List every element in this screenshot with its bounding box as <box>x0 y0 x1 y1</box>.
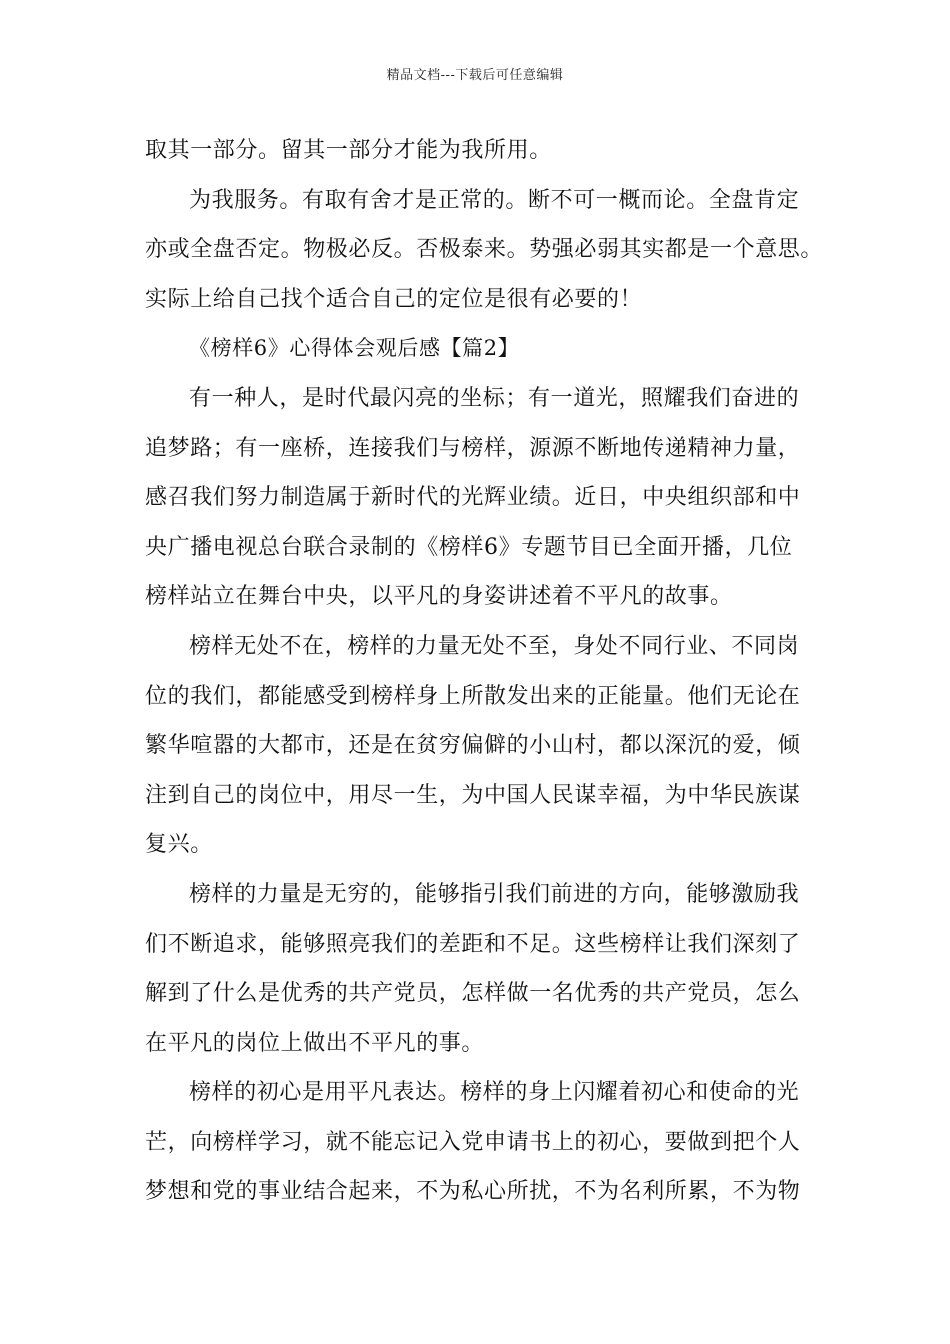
text-line: 央广播电视总台联合录制的《榜样6》专题节目已全面开播，几位 <box>145 534 793 560</box>
text-line: 亦或全盘否定。物极必反。否极泰来。势强必弱其实都是一个意思。 <box>145 237 824 263</box>
text-line: 复兴。 <box>145 832 213 858</box>
page-header: 精品文档---下载后可任意编辑 <box>386 68 564 83</box>
text-line: 取其一部分。留其一部分才能为我所用。 <box>145 138 552 163</box>
text-line: 注到自己的岗位中，用尽一生，为中国人民谋幸福，为中华民族谋 <box>145 782 801 808</box>
text-line: 解到了什么是优秀的共产党员，怎样做一名优秀的共产党员，怎么 <box>145 981 801 1007</box>
text-line: 追梦路；有一座桥，连接我们与榜样，源源不断地传递精神力量， <box>145 435 801 461</box>
section-heading: 《榜样6》心得体会观后感【篇2】 <box>189 336 520 361</box>
text-line: 芒，向榜样学习，就不能忘记入党申请书上的初心，要做到把个人 <box>145 1129 801 1155</box>
text-line: 们不断追求，能够照亮我们的差距和不足。这些榜样让我们深刻了 <box>145 931 801 957</box>
text-line: 榜样站立在舞台中央，以平凡的身姿讲述着不平凡的故事。 <box>145 584 733 610</box>
text-line: 在平凡的岗位上做出不平凡的事。 <box>145 1030 485 1056</box>
paragraph-start-line: 榜样无处不在，榜样的力量无处不至，身处不同行业、不同岗 <box>189 633 800 659</box>
text-line: 位的我们，都能感受到榜样身上所散发出来的正能量。他们无论在 <box>145 683 801 709</box>
text-line: 繁华喧嚣的大都市，还是在贫穷偏僻的小山村，都以深沉的爱，倾 <box>145 733 801 759</box>
text-line: 梦想和党的事业结合起来，不为私心所扰，不为名利所累，不为物 <box>145 1179 801 1205</box>
document-body <box>145 126 824 1217</box>
text-line: 感召我们努力制造属于新时代的光辉业绩。近日，中央组织部和中 <box>145 485 801 511</box>
paragraph-start-line: 为我服务。有取有舍才是正常的。断不可一概而论。全盘肯定 <box>189 187 800 213</box>
text-line: 实际上给自己找个适合自己的定位是很有必要的！ <box>145 286 643 312</box>
paragraph-start-line: 有一种人，是时代最闪亮的坐标；有一道光，照耀我们奋进的 <box>189 385 800 411</box>
paragraph-start-line: 榜样的力量是无穷的，能够指引我们前进的方向，能够激励我 <box>189 881 800 907</box>
paragraph-start-line: 榜样的初心是用平凡表达。榜样的身上闪耀着初心和使命的光 <box>189 1080 800 1106</box>
